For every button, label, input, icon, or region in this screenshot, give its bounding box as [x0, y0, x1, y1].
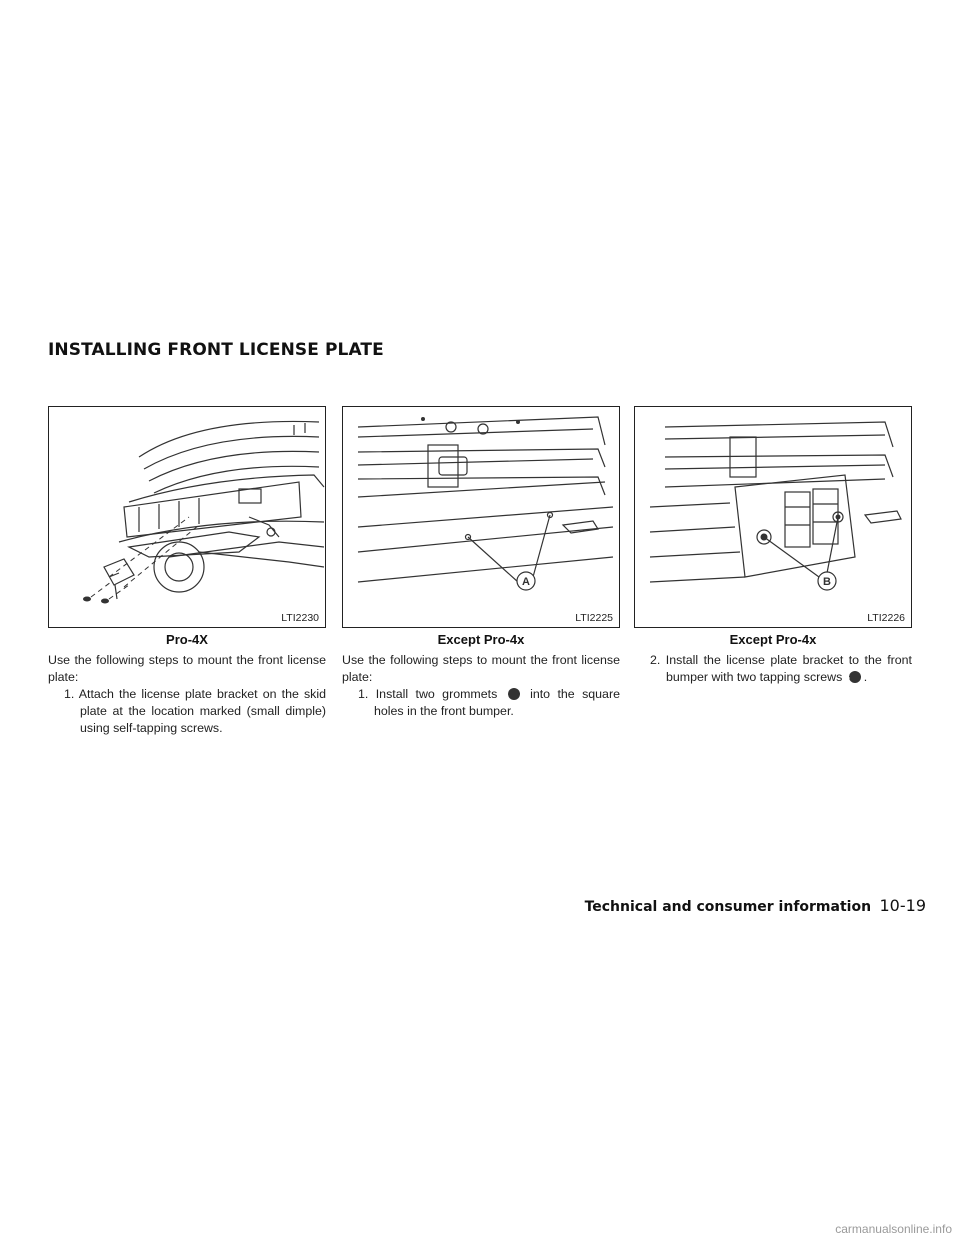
bumper-grommets-illustration: [343, 407, 620, 628]
left-column-text: [48, 652, 326, 737]
figure-code: LTI2230: [281, 612, 319, 624]
callout-b-icon: B: [849, 671, 861, 683]
step-text: 1. Install two grommets: [358, 687, 498, 701]
right-column-text: [634, 652, 912, 686]
figure-caption: Pro-4X: [166, 632, 208, 647]
footer-section-title: Technical and consumer information: [584, 899, 872, 915]
callout-a-label: A: [522, 576, 530, 588]
callout-b-label: B: [823, 576, 831, 588]
step-text: .: [863, 670, 868, 684]
figure-caption: Except Pro-4x: [437, 632, 525, 647]
bracket-screws-illustration: [635, 407, 912, 628]
middle-column-text: [342, 652, 620, 720]
step-text: into the square holes in the front bumper.: [374, 687, 620, 718]
page-number: 10-19: [879, 896, 926, 915]
watermark: carmanualsonline.info: [835, 1222, 952, 1236]
section-heading: INSTALLING FRONT LICENSE PLATE: [48, 340, 384, 360]
intro-paragraph: Use the following steps to mount the front license plate:: [48, 653, 326, 684]
step-1: 1. Attach the license plate bracket on the skid plate at the location marked (small dimple) using self-tapping screws.: [64, 687, 326, 735]
figure-except-pro-4x-bracket: [634, 406, 912, 628]
step-1: [358, 686, 620, 720]
figure-caption: Except Pro-4x: [729, 632, 817, 647]
step-2: [650, 652, 912, 686]
intro-paragraph: Use the following steps to mount the front license plate:: [342, 653, 620, 684]
figure-code: LTI2225: [575, 612, 613, 624]
step-text: 2. Install the license plate bracket to the front bumper with two tapping screws: [650, 653, 912, 684]
skid-plate-illustration: [49, 407, 326, 628]
figure-code: LTI2226: [867, 612, 905, 624]
page-footer: [585, 896, 926, 916]
figure-pro-4x: [48, 406, 326, 628]
figure-except-pro-4x-grommets: [342, 406, 620, 628]
callout-a-icon: A: [508, 688, 520, 700]
